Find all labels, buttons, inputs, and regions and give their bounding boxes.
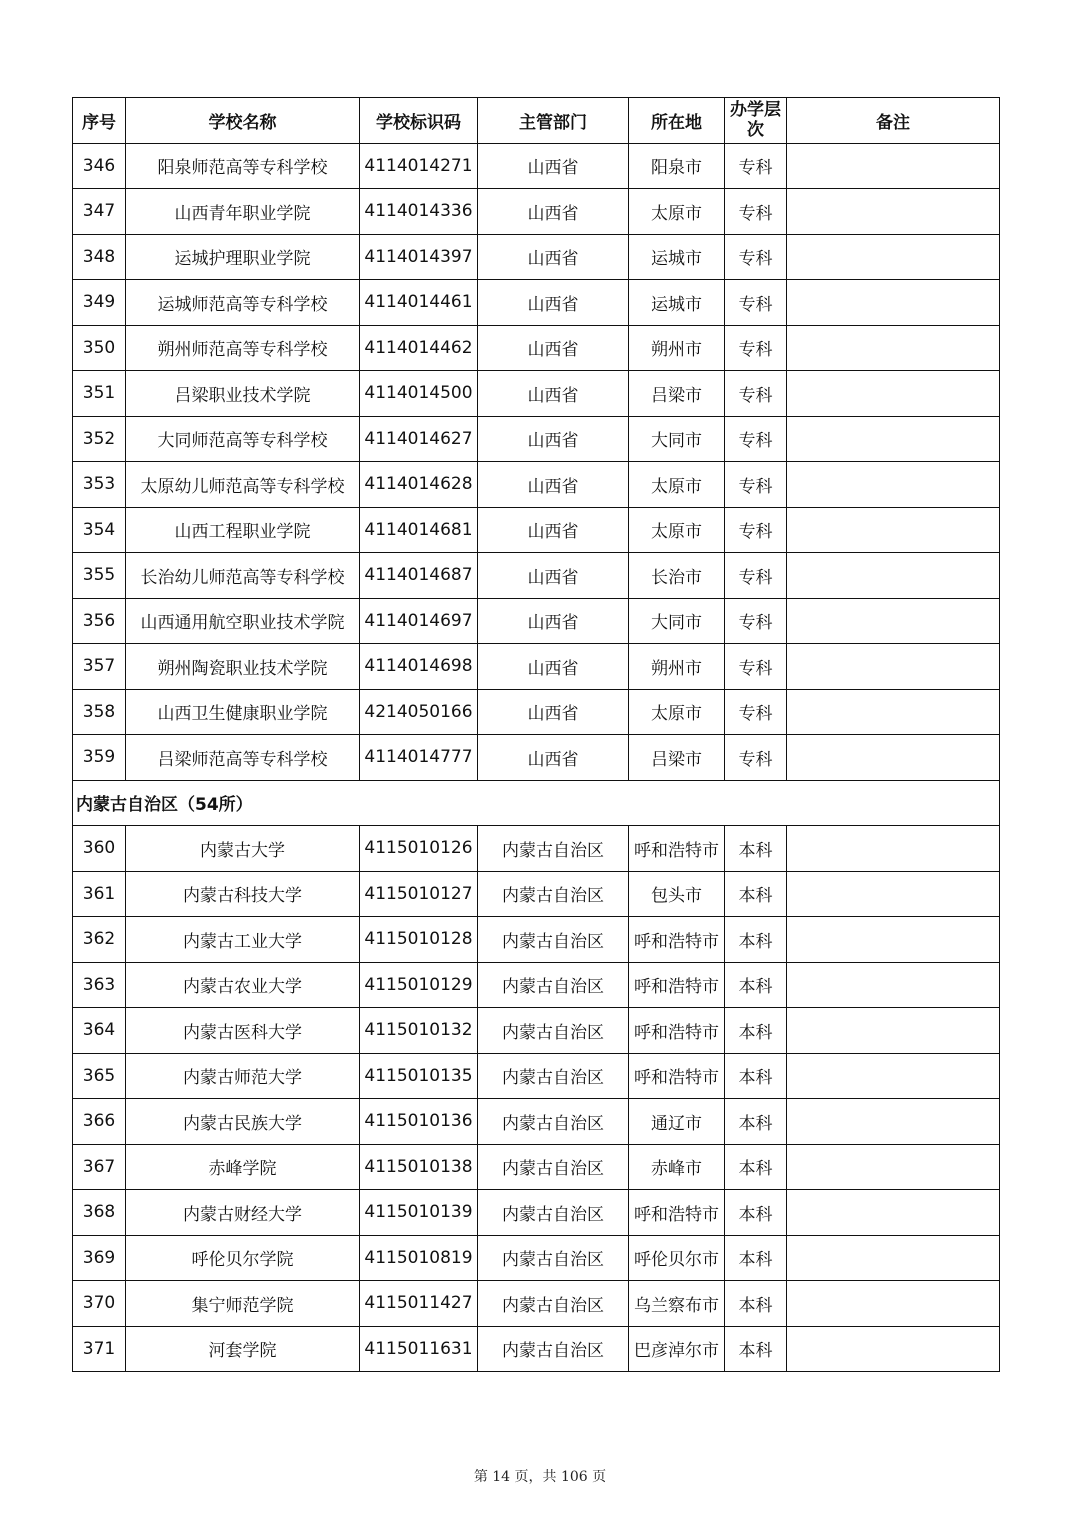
cell-no: 348: [73, 234, 126, 280]
cell-note: [787, 598, 1000, 644]
table-row: [73, 917, 1000, 963]
table-row: [73, 644, 1000, 690]
cell-no: 365: [73, 1053, 126, 1099]
cell-school-code: 4115010136: [360, 1099, 478, 1145]
cell-no: 364: [73, 1008, 126, 1054]
cell-department: 内蒙古自治区: [478, 826, 629, 872]
cell-level: 专科: [725, 234, 787, 280]
cell-level: 专科: [725, 507, 787, 553]
cell-level: 专科: [725, 371, 787, 417]
cell-location: 朔州市: [629, 644, 725, 690]
shanxi-rows: [73, 143, 1000, 780]
cell-school-name: 呼伦贝尔学院: [126, 1235, 360, 1281]
cell-school-name: 内蒙古农业大学: [126, 962, 360, 1008]
cell-note: [787, 462, 1000, 508]
cell-no: 347: [73, 189, 126, 235]
cell-no: 370: [73, 1281, 126, 1327]
cell-school-code: 4115010126: [360, 826, 478, 872]
cell-level: 专科: [725, 189, 787, 235]
cell-school-code: 4115010127: [360, 871, 478, 917]
cell-location: 通辽市: [629, 1099, 725, 1145]
cell-note: [787, 1053, 1000, 1099]
table-row: [73, 416, 1000, 462]
cell-department: 内蒙古自治区: [478, 917, 629, 963]
cell-no: 352: [73, 416, 126, 462]
cell-no: 369: [73, 1235, 126, 1281]
cell-department: 山西省: [478, 735, 629, 781]
cell-location: 呼和浩特市: [629, 1008, 725, 1054]
cell-school-code: 4114014698: [360, 644, 478, 690]
cell-no: 357: [73, 644, 126, 690]
cell-location: 呼和浩特市: [629, 1053, 725, 1099]
cell-level: 专科: [725, 644, 787, 690]
cell-school-name: 内蒙古医科大学: [126, 1008, 360, 1054]
cell-department: 山西省: [478, 553, 629, 599]
cell-note: [787, 1190, 1000, 1236]
cell-no: 362: [73, 917, 126, 963]
cell-no: 353: [73, 462, 126, 508]
cell-department: 山西省: [478, 189, 629, 235]
header-name: 学校名称: [126, 98, 360, 144]
cell-school-code: 4115010128: [360, 917, 478, 963]
cell-note: [787, 1281, 1000, 1327]
header-note: 备注: [787, 98, 1000, 144]
cell-no: 360: [73, 826, 126, 872]
cell-no: 354: [73, 507, 126, 553]
cell-location: 乌兰察布市: [629, 1281, 725, 1327]
table-row: [73, 1099, 1000, 1145]
section-row: [73, 780, 1000, 826]
cell-department: 山西省: [478, 143, 629, 189]
cell-no: 346: [73, 143, 126, 189]
cell-level: 本科: [725, 1008, 787, 1054]
cell-note: [787, 416, 1000, 462]
cell-level: 专科: [725, 735, 787, 781]
cell-school-name: 运城师范高等专科学校: [126, 280, 360, 326]
table-row: [73, 189, 1000, 235]
cell-location: 包头市: [629, 871, 725, 917]
table-row: [73, 325, 1000, 371]
cell-school-name: 山西通用航空职业技术学院: [126, 598, 360, 644]
cell-level: 本科: [725, 1281, 787, 1327]
header-dept: 主管部门: [478, 98, 629, 144]
cell-no: 371: [73, 1326, 126, 1372]
cell-no: 349: [73, 280, 126, 326]
cell-school-name: 赤峰学院: [126, 1144, 360, 1190]
cell-school-code: 4114014461: [360, 280, 478, 326]
section-header-body: [73, 780, 1000, 826]
cell-department: 山西省: [478, 234, 629, 280]
cell-school-name: 朔州师范高等专科学校: [126, 325, 360, 371]
cell-school-name: 河套学院: [126, 1326, 360, 1372]
cell-level: 专科: [725, 416, 787, 462]
table-row: [73, 1235, 1000, 1281]
cell-no: 363: [73, 962, 126, 1008]
table-row: [73, 462, 1000, 508]
cell-note: [787, 644, 1000, 690]
table-header: [73, 98, 1000, 144]
cell-level: 本科: [725, 826, 787, 872]
cell-location: 运城市: [629, 234, 725, 280]
cell-note: [787, 189, 1000, 235]
cell-school-code: 4115010135: [360, 1053, 478, 1099]
cell-department: 内蒙古自治区: [478, 1281, 629, 1327]
cell-school-name: 阳泉师范高等专科学校: [126, 143, 360, 189]
cell-school-code: 4114014336: [360, 189, 478, 235]
cell-no: 358: [73, 689, 126, 735]
table-row: [73, 962, 1000, 1008]
cell-location: 巴彦淖尔市: [629, 1326, 725, 1372]
cell-note: [787, 871, 1000, 917]
cell-school-name: 内蒙古民族大学: [126, 1099, 360, 1145]
cell-level: 专科: [725, 598, 787, 644]
cell-note: [787, 1235, 1000, 1281]
cell-school-name: 太原幼儿师范高等专科学校: [126, 462, 360, 508]
cell-note: [787, 962, 1000, 1008]
cell-level: 本科: [725, 1144, 787, 1190]
cell-location: 长治市: [629, 553, 725, 599]
cell-location: 吕梁市: [629, 371, 725, 417]
cell-note: [787, 325, 1000, 371]
table-row: [73, 871, 1000, 917]
cell-school-name: 内蒙古工业大学: [126, 917, 360, 963]
cell-school-code: 4114014462: [360, 325, 478, 371]
cell-location: 太原市: [629, 462, 725, 508]
cell-school-code: 4114014500: [360, 371, 478, 417]
cell-school-name: 内蒙古师范大学: [126, 1053, 360, 1099]
cell-school-name: 朔州陶瓷职业技术学院: [126, 644, 360, 690]
cell-location: 大同市: [629, 598, 725, 644]
cell-level: 本科: [725, 1190, 787, 1236]
cell-school-name: 内蒙古大学: [126, 826, 360, 872]
table-row: [73, 507, 1000, 553]
cell-department: 山西省: [478, 371, 629, 417]
cell-note: [787, 826, 1000, 872]
header-row: [73, 98, 1000, 144]
cell-note: [787, 553, 1000, 599]
table-row: [73, 1144, 1000, 1190]
cell-department: 内蒙古自治区: [478, 1144, 629, 1190]
cell-department: 山西省: [478, 644, 629, 690]
cell-no: 367: [73, 1144, 126, 1190]
header-no: 序号: [73, 98, 126, 144]
cell-location: 大同市: [629, 416, 725, 462]
section-title: 内蒙古自治区（54所）: [73, 780, 1000, 826]
cell-school-code: 4114014697: [360, 598, 478, 644]
cell-school-code: 4214050166: [360, 689, 478, 735]
table-row: [73, 689, 1000, 735]
cell-school-code: 4115010139: [360, 1190, 478, 1236]
cell-department: 内蒙古自治区: [478, 1008, 629, 1054]
cell-no: 361: [73, 871, 126, 917]
cell-level: 本科: [725, 1235, 787, 1281]
cell-department: 内蒙古自治区: [478, 871, 629, 917]
cell-note: [787, 143, 1000, 189]
table-row: [73, 1190, 1000, 1236]
cell-department: 山西省: [478, 416, 629, 462]
table-row: [73, 735, 1000, 781]
cell-location: 呼和浩特市: [629, 917, 725, 963]
cell-level: 专科: [725, 689, 787, 735]
cell-school-code: 4114014628: [360, 462, 478, 508]
table-row: [73, 826, 1000, 872]
cell-location: 运城市: [629, 280, 725, 326]
cell-department: 内蒙古自治区: [478, 1053, 629, 1099]
cell-location: 太原市: [629, 189, 725, 235]
cell-no: 366: [73, 1099, 126, 1145]
school-list-table: [72, 97, 1000, 1372]
cell-location: 朔州市: [629, 325, 725, 371]
cell-note: [787, 1099, 1000, 1145]
cell-location: 太原市: [629, 507, 725, 553]
inner-mongolia-rows: [73, 826, 1000, 1372]
cell-level: 专科: [725, 143, 787, 189]
cell-school-name: 内蒙古财经大学: [126, 1190, 360, 1236]
cell-department: 内蒙古自治区: [478, 1099, 629, 1145]
cell-department: 山西省: [478, 462, 629, 508]
cell-location: 呼和浩特市: [629, 826, 725, 872]
cell-level: 本科: [725, 1326, 787, 1372]
cell-level: 本科: [725, 1053, 787, 1099]
table-row: [73, 371, 1000, 417]
cell-department: 内蒙古自治区: [478, 1326, 629, 1372]
cell-no: 359: [73, 735, 126, 781]
cell-school-code: 4114014687: [360, 553, 478, 599]
cell-no: 351: [73, 371, 126, 417]
table-row: [73, 280, 1000, 326]
cell-school-name: 大同师范高等专科学校: [126, 416, 360, 462]
cell-note: [787, 1144, 1000, 1190]
cell-note: [787, 1326, 1000, 1372]
cell-note: [787, 371, 1000, 417]
cell-note: [787, 280, 1000, 326]
cell-level: 专科: [725, 462, 787, 508]
cell-school-name: 集宁师范学院: [126, 1281, 360, 1327]
cell-school-code: 4115011631: [360, 1326, 478, 1372]
cell-note: [787, 735, 1000, 781]
cell-department: 内蒙古自治区: [478, 962, 629, 1008]
table-row: [73, 1053, 1000, 1099]
cell-school-name: 吕梁职业技术学院: [126, 371, 360, 417]
cell-level: 专科: [725, 280, 787, 326]
cell-school-name: 吕梁师范高等专科学校: [126, 735, 360, 781]
cell-school-code: 4114014627: [360, 416, 478, 462]
cell-location: 阳泉市: [629, 143, 725, 189]
cell-level: 本科: [725, 917, 787, 963]
table-row: [73, 234, 1000, 280]
cell-no: 368: [73, 1190, 126, 1236]
cell-department: 山西省: [478, 689, 629, 735]
cell-school-code: 4114014397: [360, 234, 478, 280]
cell-department: 内蒙古自治区: [478, 1190, 629, 1236]
cell-no: 355: [73, 553, 126, 599]
cell-no: 356: [73, 598, 126, 644]
header-location: 所在地: [629, 98, 725, 144]
cell-school-name: 运城护理职业学院: [126, 234, 360, 280]
cell-school-code: 4115011427: [360, 1281, 478, 1327]
cell-school-code: 4115010132: [360, 1008, 478, 1054]
table-row: [73, 143, 1000, 189]
table-row: [73, 1326, 1000, 1372]
header-level: 办学层次: [725, 98, 787, 144]
cell-level: 专科: [725, 553, 787, 599]
cell-department: 山西省: [478, 280, 629, 326]
cell-school-code: 4114014777: [360, 735, 478, 781]
cell-school-code: 4115010138: [360, 1144, 478, 1190]
table-row: [73, 1008, 1000, 1054]
cell-level: 专科: [725, 325, 787, 371]
cell-note: [787, 507, 1000, 553]
cell-department: 山西省: [478, 598, 629, 644]
cell-department: 内蒙古自治区: [478, 1235, 629, 1281]
cell-no: 350: [73, 325, 126, 371]
cell-school-name: 山西青年职业学院: [126, 189, 360, 235]
cell-level: 本科: [725, 1099, 787, 1145]
cell-location: 呼和浩特市: [629, 962, 725, 1008]
cell-location: 吕梁市: [629, 735, 725, 781]
cell-school-name: 山西工程职业学院: [126, 507, 360, 553]
table-row: [73, 553, 1000, 599]
cell-department: 山西省: [478, 507, 629, 553]
header-code: 学校标识码: [360, 98, 478, 144]
cell-location: 呼和浩特市: [629, 1190, 725, 1236]
cell-school-name: 长治幼儿师范高等专科学校: [126, 553, 360, 599]
table-row: [73, 1281, 1000, 1327]
cell-note: [787, 917, 1000, 963]
cell-location: 呼伦贝尔市: [629, 1235, 725, 1281]
cell-school-name: 内蒙古科技大学: [126, 871, 360, 917]
cell-location: 赤峰市: [629, 1144, 725, 1190]
cell-note: [787, 689, 1000, 735]
cell-note: [787, 1008, 1000, 1054]
cell-level: 本科: [725, 871, 787, 917]
cell-level: 本科: [725, 962, 787, 1008]
table-row: [73, 598, 1000, 644]
cell-school-code: 4114014271: [360, 143, 478, 189]
cell-school-code: 4115010129: [360, 962, 478, 1008]
cell-department: 山西省: [478, 325, 629, 371]
cell-note: [787, 234, 1000, 280]
cell-school-name: 山西卫生健康职业学院: [126, 689, 360, 735]
cell-school-code: 4114014681: [360, 507, 478, 553]
cell-location: 太原市: [629, 689, 725, 735]
cell-school-code: 4115010819: [360, 1235, 478, 1281]
page-footer: 第 14 页，共 106 页: [473, 1469, 607, 1485]
